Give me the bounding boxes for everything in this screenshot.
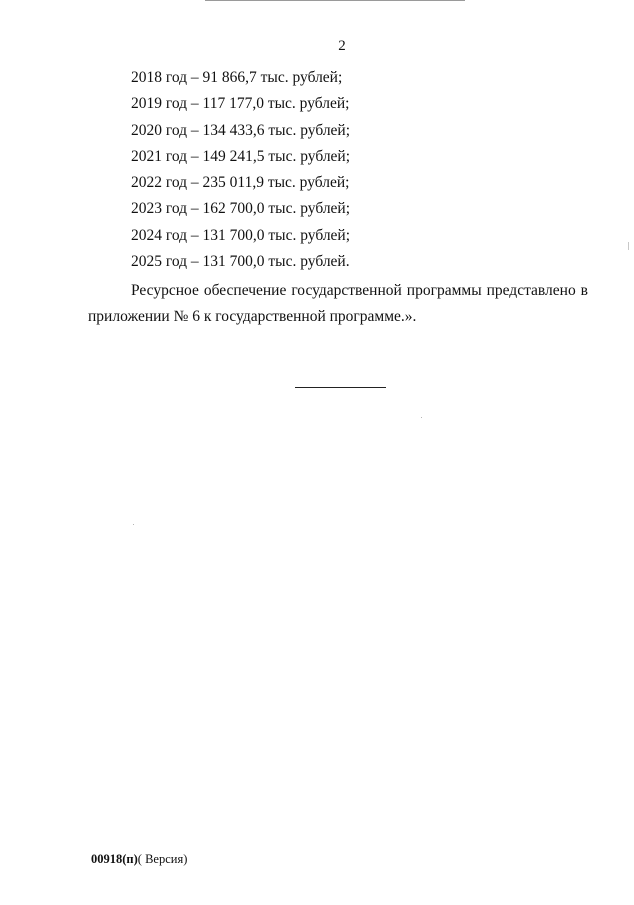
funding-year-2021: 2021 год – 149 241,5 тыс. рублей; — [131, 147, 351, 165]
document-code: 00918(п) — [91, 852, 138, 866]
document-end-rule — [295, 387, 386, 388]
paragraph-line-1: Ресурсное обеспечение государственной программы представлено в — [131, 282, 588, 299]
scan-speck — [133, 524, 134, 525]
document-footer-code — [91, 852, 187, 867]
funding-year-2018: 2018 год – 91 866,7 тыс. рублей; — [131, 69, 343, 86]
funding-year-2023: 2023 год – 162 700,0 тыс. рублей; — [131, 200, 351, 218]
funding-year-2024: 2024 год – 131 700,0 тыс. рублей; — [131, 226, 351, 244]
funding-year-2025: 2025 год – 131 700,0 тыс. рублей. — [131, 253, 350, 271]
paragraph-line-2: приложении № 6 к государственной программе.». — [88, 308, 417, 325]
page-number: 2 — [338, 38, 346, 54]
funding-year-2019: 2019 год – 117 177,0 тыс. рублей; — [131, 95, 350, 113]
resource-provision-paragraph — [88, 278, 588, 330]
funding-year-2022: 2022 год – 235 011,9 тыс. рублей; — [131, 174, 350, 192]
funding-by-year-list — [131, 69, 350, 279]
scan-top-edge-line — [205, 0, 465, 1]
scan-speck — [421, 417, 422, 418]
funding-year-2020: 2020 год – 134 433,6 тыс. рублей; — [131, 121, 351, 139]
document-version: ( Версия) — [137, 852, 188, 866]
scan-margin-mark — [628, 242, 629, 250]
